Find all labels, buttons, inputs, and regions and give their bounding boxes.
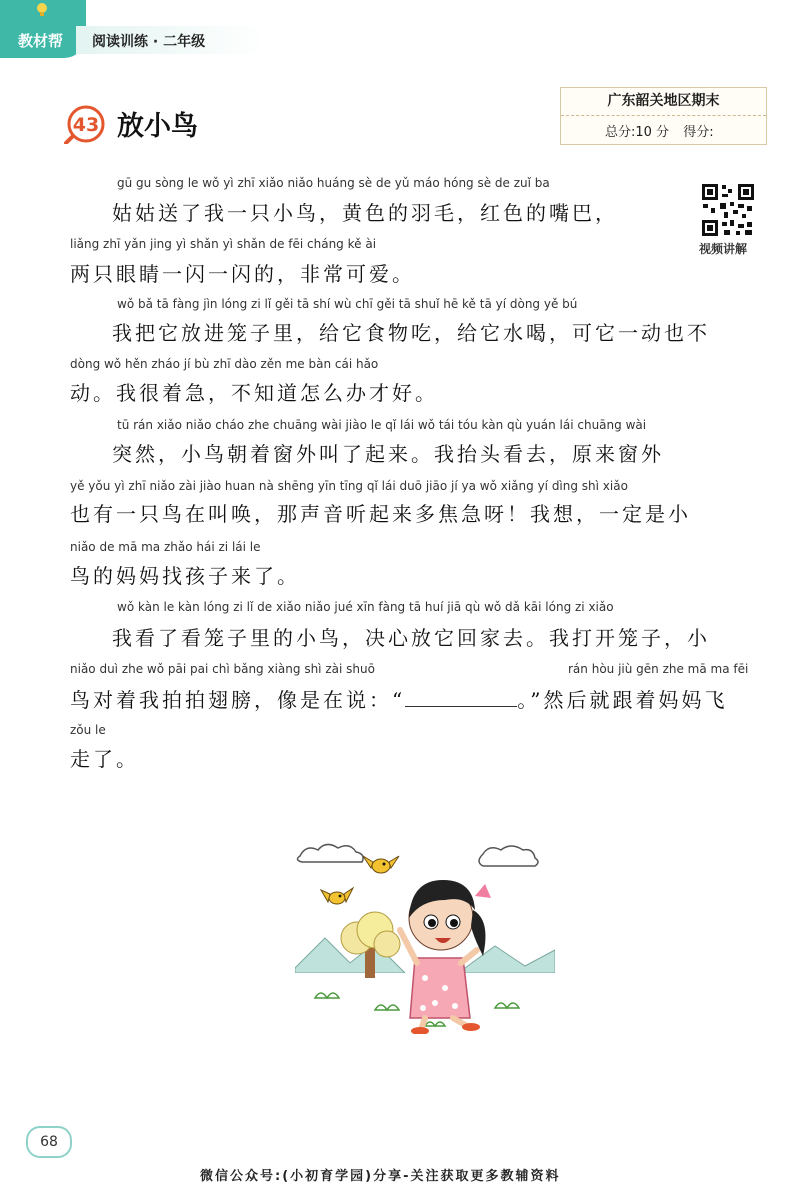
girl-with-birds-illustration: [295, 838, 555, 1034]
text-line: [70, 684, 727, 713]
score-line: [605, 121, 714, 140]
cloud-icon: [479, 846, 538, 866]
qr-code-icon[interactable]: [700, 182, 756, 238]
pinyin-line: yě yǒu yì zhī niǎo zài jiào huan nà shēng yīn tīng qǐ lái duō jiāo jí ya wǒ xiǎng yí dìng shì xiǎo: [70, 479, 628, 493]
answer-blank[interactable]: [405, 688, 517, 707]
pinyin-line: tū rán xiǎo niǎo cháo zhe chuāng wài jiào le qǐ lái wǒ tái tóu kàn qù yuán lái chuāng wài: [117, 418, 647, 432]
text-line: 我看了看笼子里的小鸟，决心放它回家去。我打开笼子，小: [112, 626, 710, 650]
text-line: 动。我很着急，不知道怎么办才好。: [70, 381, 438, 405]
bird-icon: [321, 888, 353, 904]
pinyin-line: wǒ kàn le kàn lóng zi lǐ de xiǎo niǎo jué xīn fàng tā huí jiā qù wǒ dǎ kāi lóng zi xiǎo: [117, 600, 614, 614]
lightbulb-icon: [36, 2, 48, 18]
pinyin-line: wǒ bǎ tā fàng jìn lóng zi lǐ gěi tā shí wù chī gěi tā shuǐ hē kě tā yí dòng yě bú: [117, 297, 578, 311]
series-title: 阅读训练 · 二年级: [92, 34, 206, 50]
footer-note: 微信公众号:(小初育学园)分享-关注获取更多教辅资料: [200, 1169, 561, 1184]
text-line: 鸟的妈妈找孩子来了。: [70, 564, 300, 588]
pinyin-line: dòng wǒ hěn zháo jí bù zhī dào zěn me bàn cái hǎo: [70, 357, 379, 371]
page-number: 68: [26, 1126, 72, 1158]
pinyin-line: niǎo de mā ma zhǎo hái zi lái le: [70, 540, 261, 554]
text-line: 走了。: [70, 747, 139, 771]
text-segment: 鸟对着我拍拍翅膀，像是在说：“: [70, 688, 406, 712]
score-label: 得分:: [683, 125, 714, 140]
pinyin-line: gū gu sòng le wǒ yì zhī xiǎo niǎo huáng sè de yǔ máo hóng sè de zuǐ ba: [117, 176, 550, 190]
lesson-number: 43: [72, 114, 100, 136]
total-score: 总分:10 分: [605, 125, 670, 140]
text-line: 也有一只鸟在叫唤，那声音听起来多焦急呀！我想，一定是小: [70, 502, 691, 526]
text-line: 突然，小鸟朝着窗外叫了起来。我抬头看去，原来窗外: [112, 442, 664, 466]
text-line: 姑姑送了我一只小鸟，黄色的羽毛，红色的嘴巴，: [112, 201, 618, 225]
pinyin-line: rán hòu jiù gēn zhe mā ma fēi: [568, 662, 749, 676]
text-segment: 。”然后就跟着妈妈飞: [517, 688, 728, 712]
pinyin-line: liǎng zhī yǎn jing yì shǎn yì shǎn de fēi cháng kě ài: [70, 237, 377, 251]
score-box: [560, 87, 767, 145]
pinyin-line: zǒu le: [70, 723, 106, 737]
lesson-title: 放小鸟: [117, 111, 198, 142]
exam-source: 广东韶关地区期末: [561, 88, 766, 116]
pinyin-line: niǎo duì zhe wǒ pāi pai chì bǎng xiàng shì zài shuō: [70, 662, 375, 676]
bird-icon: [363, 856, 399, 873]
text-line: 我把它放进笼子里，给它食物吃，给它水喝，可它一动也不: [112, 321, 710, 345]
brand-name: 教材帮: [18, 32, 64, 50]
text-line: 两只眼睛一闪一闪的，非常可爱。: [70, 262, 415, 286]
lesson-number-badge: [64, 104, 110, 144]
series-tab: [76, 26, 266, 54]
brand-badge: [0, 0, 86, 58]
qr-label: 视频讲解: [699, 242, 748, 256]
cloud-icon: [297, 844, 363, 862]
